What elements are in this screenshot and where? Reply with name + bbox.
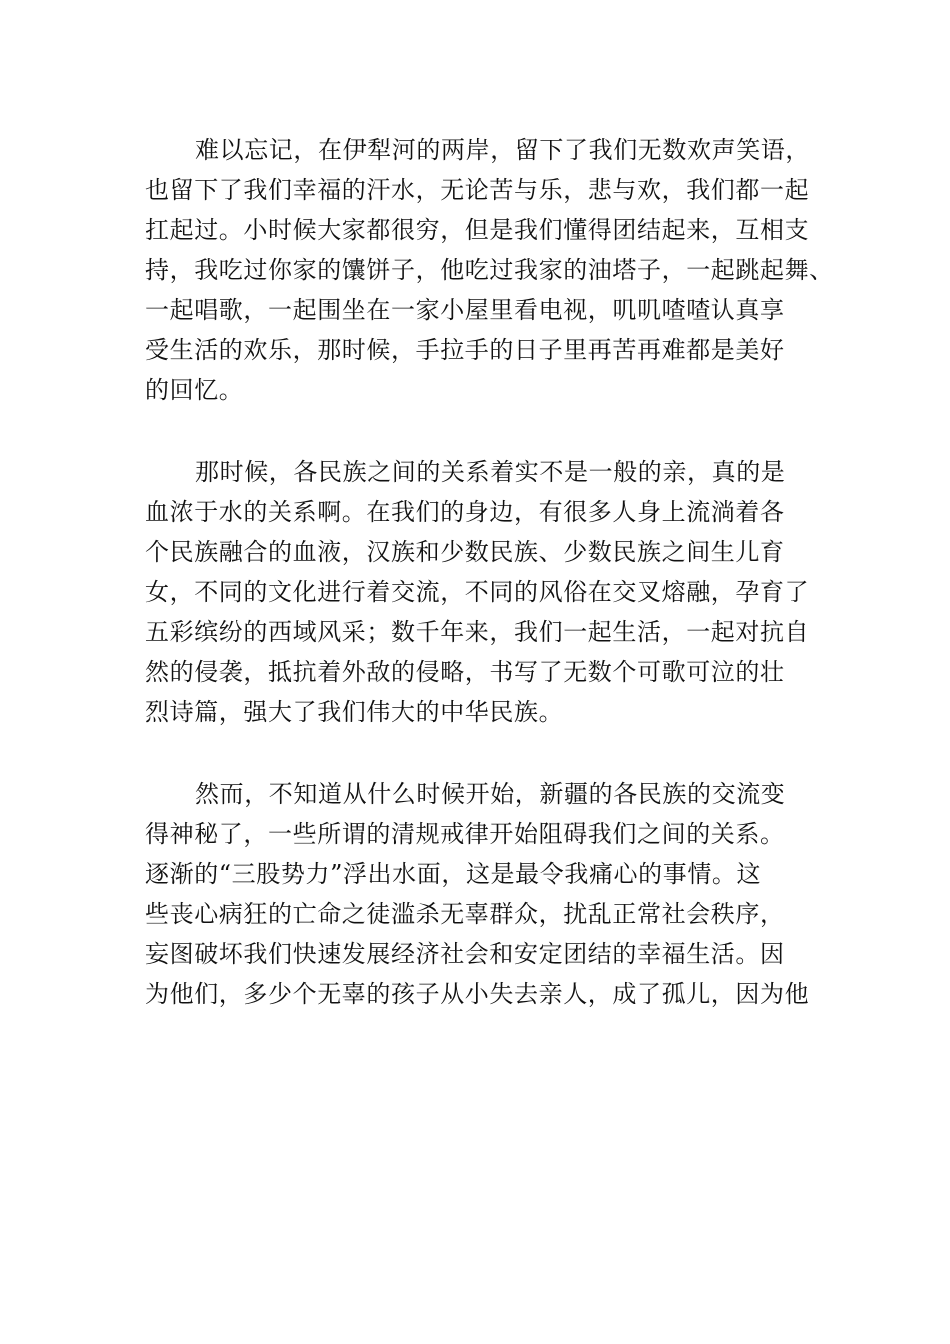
paragraph-line: 烈诗篇，强大了我们伟大的中华民族。 [145,698,564,726]
paragraph-line: 受生活的欢乐，那时候，手拉手的日子里再苦再难都是美好 [145,336,785,364]
paragraph-line: 一起唱歌，一起围坐在一家小屋里看电视，叽叽喳喳认真享 [145,296,785,324]
paragraph-line: 些丧心病狂的亡命之徒滥杀无辜群众，扰乱正常社会秩序， [145,900,785,928]
paragraph-line: 个民族融合的血液，汉族和少数民族、少数民族之间生儿育 [145,538,785,566]
paragraph-line: 女，不同的文化进行着交流，不同的风俗在交叉熔融，孕育了 [145,578,810,606]
paragraph-line: 妄图破坏我们快速发展经济社会和安定团结的幸福生活。因 [145,940,785,968]
paragraph-line: 得神秘了，一些所谓的清规戒律开始阻碍我们之间的关系。 [145,820,785,848]
paragraph-line: 为他们，多少个无辜的孩子从小失去亲人，成了孤儿，因为他 [145,980,810,1008]
paragraph-line: 持，我吃过你家的馕饼子，他吃过我家的油塔子，一起跳起舞、 [145,256,834,284]
paragraph-2 [145,452,815,732]
paragraph-3 [145,774,815,1014]
paragraph-line: 五彩缤纷的西域风采；数千年来，我们一起生活，一起对抗自 [145,618,810,646]
paragraph-line: 然而，不知道从什么时候开始，新疆的各民族的交流变 [195,780,786,808]
document-body [145,130,834,1014]
paragraph-line: 难以忘记，在伊犁河的两岸，留下了我们无数欢声笑语， [195,136,810,164]
paragraph-line: 逐渐的“三股势力”浮出水面，这是最令我痛心的事情。这 [145,860,762,888]
paragraph-line: 扛起过。小时候大家都很穷，但是我们懂得团结起来，互相支 [145,216,810,244]
paragraph-line: 的回忆。 [145,376,244,404]
paragraph-line: 然的侵袭，抵抗着外敌的侵略，书写了无数个可歌可泣的壮 [145,658,785,686]
paragraph-line: 血浓于水的关系啊。在我们的身边，有很多人身上流淌着各 [145,498,785,526]
paragraph-1 [145,130,834,410]
paragraph-line: 那时候，各民族之间的关系着实不是一般的亲，真的是 [195,458,786,486]
paragraph-line: 也留下了我们幸福的汗水，无论苦与乐，悲与欢，我们都一起 [145,176,810,204]
